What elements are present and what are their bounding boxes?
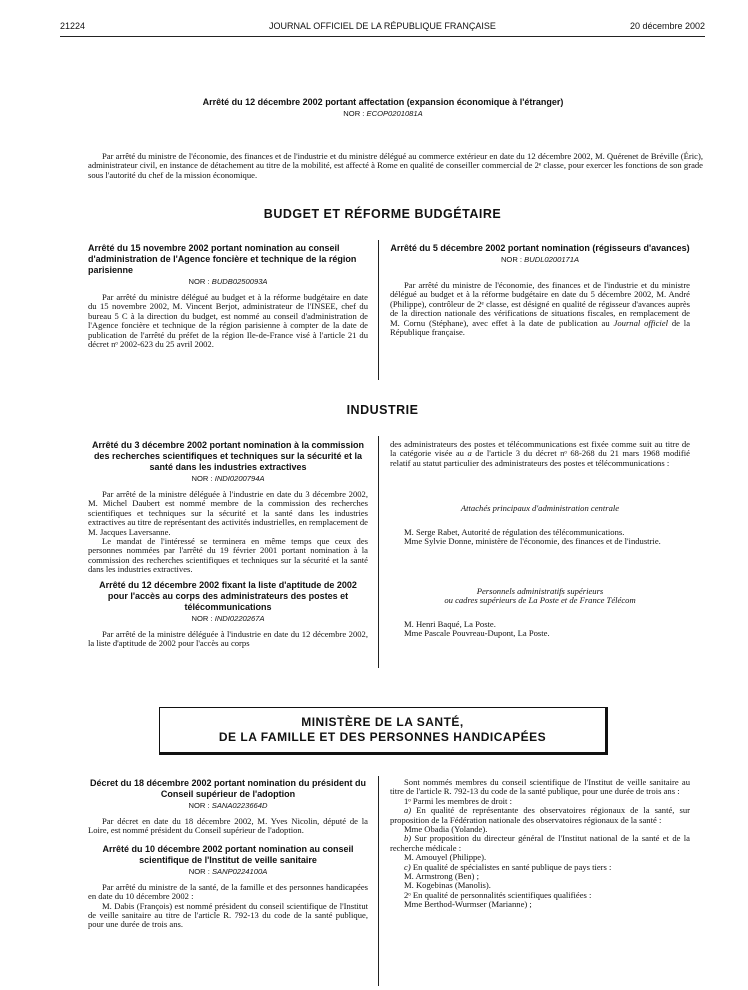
- decret-title: Décret du 18 décembre 2002 portant nomination du président du Conseil supérieur de l'adoption: [89, 778, 367, 799]
- paragraph: Par arrêté du ministre de la santé, de la famille et des personnes handicapées en date du 10 décembre 2002 :: [88, 881, 368, 902]
- nor-code: INDI0220267A: [214, 613, 265, 623]
- nor-line: [88, 614, 368, 624]
- journal-title: JOURNAL OFFICIEL DE LA RÉPUBLIQUE FRANÇAISE: [269, 21, 496, 31]
- paragraph: Par arrêté du ministre de l'économie, des finances et de l'industrie et du ministre délégué au commerce extérieur en date du 12 décembre 2002, M. Quérenet de Bréville (Éric), administrateur civil, en instance de détachement au titre de la mobilité, est affecté à Rome en qualité de conseiller commercial de 2ᵉ classe, pour exercer les fonctions de son grade sous l'autorité du chef de la mission économique.: [88, 151, 703, 180]
- arrete-budget-right: [390, 243, 690, 337]
- list-item: M. Henri Baqué, La Poste.: [404, 618, 496, 629]
- industrie-left-column: [88, 440, 368, 648]
- arrete-budget-left: [88, 243, 368, 349]
- arrete-affectation: [88, 97, 678, 119]
- paragraph: Mme Berthod-Wurmser (Marianne) ;: [404, 899, 532, 910]
- arrete-title: Arrêté du 5 décembre 2002 portant nomination (régisseurs d'avances): [390, 243, 690, 253]
- nor-line: [88, 801, 368, 811]
- paragraph: Le mandat de l'intéressé se terminera en même temps que ceux des personnes nommées par l'arrêté du 19 février 2001 portant nomination à la commission des recherches scientifiques et techniques sur la sécurité et la santé dans les industries extractives.: [88, 536, 368, 575]
- arrete-affectation-body: [88, 152, 703, 180]
- nor-label: NOR :: [188, 866, 210, 876]
- nor-line: [88, 109, 678, 119]
- ministere-left-column: [88, 778, 368, 930]
- paragraph: Par arrêté du ministre de l'économie, des finances et de l'industrie et du ministre délégué au budget et à la réforme budgétaire en date du 5 décembre 2002, M. André (Philippe), contrôleur de 2ᵉ classe, est désigné en qualité de régisseur d'avances auprès de la direction nationale des vérifications de situations fiscales, en remplacement de M. Cornu (Stéphane), avec effet à la date de publication au Journal officiel de la République française.: [390, 280, 691, 338]
- nor-line: [390, 255, 690, 265]
- column-divider: [378, 240, 379, 380]
- paragraph: M. Armstrong (Ben) ;: [404, 871, 479, 882]
- subheading: Attachés principaux d'administration centrale: [460, 503, 620, 514]
- nor-label: NOR :: [343, 109, 365, 118]
- paragraph: Par arrêté de la ministre déléguée à l'industrie en date du 3 décembre 2002, M. Michel Daubert est nommé membre de la commission des recherches scientifiques et techniques sur la sécurité et la santé dans les industries extractives au titre de représentant des activités industrielles, en remplacement de M. Jacques Laversanne.: [88, 489, 368, 537]
- list-item: Mme Sylvie Donne, ministère de l'économie, des finances et de l'industrie.: [404, 536, 661, 547]
- page-header: [60, 21, 705, 35]
- paragraph: M. Kogebinas (Manolis).: [404, 880, 491, 891]
- page-number: 21224: [60, 21, 86, 31]
- nor-code: ECOP0201081A: [366, 109, 423, 118]
- arrete-title: Arrêté du 3 décembre 2002 portant nomination à la commission des recherches scientifiques et techniques sur la sécurité et la santé dans les industries extractives: [91, 440, 365, 472]
- nor-label: NOR :: [191, 474, 213, 483]
- nor-code: INDI0200794A: [214, 474, 265, 483]
- ministry-heading-line2: DE LA FAMILLE ET DES PERSONNES HANDICAPÉES: [218, 730, 547, 744]
- nor-line: [88, 277, 368, 287]
- journal-officiel-italic: Journal officiel: [613, 317, 668, 328]
- paragraph: Par arrêté de la ministre déléguée à l'industrie en date du 12 décembre 2002, la liste d'aptitude de 2002 pour l'accès au corps: [88, 628, 368, 649]
- column-divider: [378, 776, 379, 986]
- arrete-title: Arrêté du 12 décembre 2002 fixant la liste d'aptitude de 2002 pour l'accès au corps des administrateurs des postes et télécommunications: [99, 579, 357, 612]
- nor-code: BUDB0250093A: [211, 277, 268, 286]
- paragraph: Par arrêté du ministre délégué au budget et à la réforme budgétaire en date du 15 novembre 2002, M. Vincent Berjot, administrateur de l'INSEE, chef du bureau 5 C à la direction du budget, est nommé au conseil d'administration de l'Agence foncière et technique de la région parisienne à compter de la date de publication de l'arrêté du préfet de la région Ile-de-France visé à l'article 21 du décret nᵒ 2002-623 du 25 avril 2002.: [88, 292, 368, 350]
- nor-label: NOR :: [500, 255, 523, 264]
- list-item: M. Serge Rabet, Autorité de régulation des télécommunications.: [404, 526, 625, 537]
- issue-date: 20 décembre 2002: [629, 21, 705, 31]
- paragraph: Mme Obadia (Yolande).: [404, 824, 488, 835]
- nor-code: BUDL0200171A: [524, 255, 580, 264]
- arrete-title: Arrêté du 15 novembre 2002 portant nomination au conseil d'administration de l'Agence foncière et technique de la région parisienne: [88, 243, 357, 275]
- subheading: Personnels administratifs supérieurs: [476, 585, 604, 596]
- paragraph: 2ᵒ En qualité de personnalités scientifiques qualifiées :: [404, 889, 592, 900]
- subheading: ou cadres supérieurs de La Poste et de France Télécom: [444, 595, 636, 606]
- industrie-right-column: [390, 440, 690, 639]
- nor-label: NOR :: [188, 277, 210, 286]
- nor-code: SANP0224100A: [211, 866, 268, 876]
- arrete-title: Arrêté du 10 décembre 2002 portant nomination au conseil scientifique de l'Institut de veille sanitaire: [102, 843, 354, 865]
- paragraph: a) En qualité de représentante des observatoires régionaux de la santé, sur proposition de la Fédération nationale des observatoires régionaux de la santé :: [390, 805, 691, 825]
- column-divider: [378, 436, 379, 668]
- ministry-heading-box: [159, 707, 608, 755]
- paragraph: 1ᵒ Parmi les membres de droit :: [404, 795, 512, 806]
- arrete-title: Arrêté du 12 décembre 2002 portant affectation (expansion économique à l'étranger): [202, 97, 564, 107]
- nor-label: NOR :: [188, 801, 210, 810]
- list-item: Mme Pascale Pouvreau-Dupont, La Poste.: [404, 628, 550, 639]
- paragraph: M. Dabis (François) est nommé président du conseil scientifique de l'Institut de veille sanitaire au titre de l'article R. 792-13 du code de la santé publique, pour une durée de trois ans.: [88, 900, 368, 930]
- nor-line: [88, 867, 368, 877]
- section-heading-budget: BUDGET ET RÉFORME BUDGÉTAIRE: [263, 207, 502, 221]
- paragraph: M. Amouyel (Philippe).: [404, 852, 487, 863]
- paragraph: c) En qualité de spécialistes en santé publique de pays tiers :: [404, 861, 612, 872]
- nor-label: NOR :: [191, 613, 213, 623]
- section-heading-industrie: INDUSTRIE: [346, 403, 419, 417]
- paragraph: Sont nommés membres du conseil scientifique de l'Institut de veille sanitaire au titre de l'article R. 792-13 du code de la santé publique, pour une durée de trois ans :: [390, 777, 690, 797]
- ministere-right-column: [390, 778, 690, 910]
- header-rule: [60, 36, 705, 37]
- paragraph: b) Sur proposition du directeur général de l'Institut national de la santé et de la recherche médicale :: [390, 833, 690, 853]
- paragraph: Par décret en date du 18 décembre 2002, M. Yves Nicolin, député de la Loire, est nommé président du Conseil supérieur de l'adoption.: [88, 816, 368, 836]
- paragraph: des administrateurs des postes et télécommunications est fixée comme suit au titre de la catégorie visée au a de l'article 3 du décret nᵒ 68-268 du 21 mars 1968 modifié relatif au statut particulier des administrateurs des postes et télécommunications :: [390, 439, 690, 468]
- ministry-heading-line1: MINISTÈRE DE LA SANTÉ,: [301, 715, 464, 729]
- nor-code: SANA0223664D: [211, 801, 268, 810]
- nor-line: [88, 474, 368, 484]
